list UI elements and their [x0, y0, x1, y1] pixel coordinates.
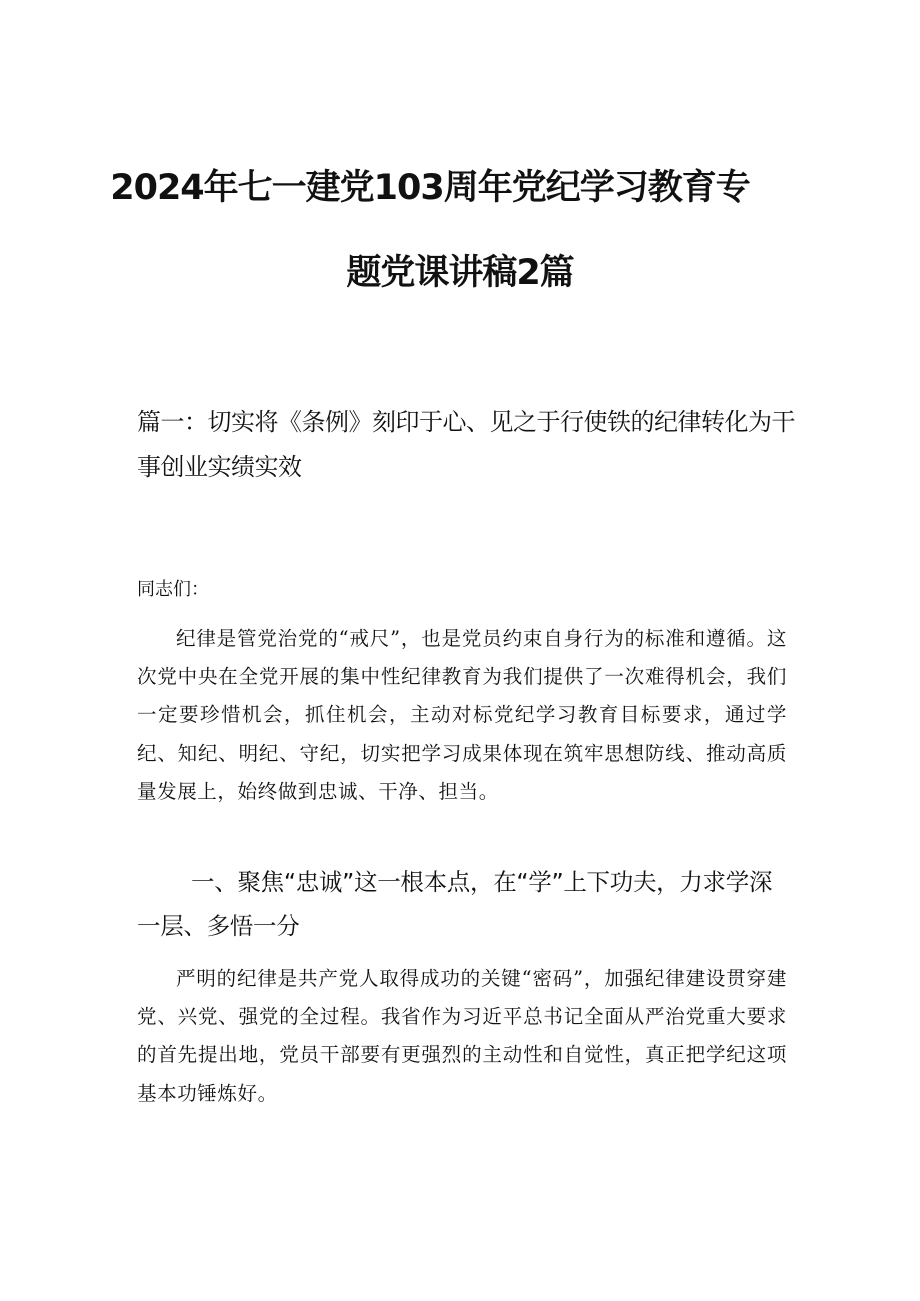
body-paragraph-1: 纪律是管党治党的“戒尺”，也是党员约束自身行为的标准和遵循。这次党中央在全党开展的集中性纪律教育为我们提供了一次难得机会，我们一定要珍惜机会，抓住机会，主动对标党纪学习教育目标要求，通过学纪、知纪、明纪、守纪，切实把学习成果体现在筑牢思想防线、推动高质量发展上，始终做到忠诚、干净、担当。 — [137, 627, 787, 803]
body-paragraph-2: 严明的纪律是共产党人取得成功的关键“密码”，加强纪律建设贯穿建党、兴党、强党的全过程。我省作为习近平总书记全面从严治党重大要求的首先提出地，党员干部要有更强烈的主动性和自觉性，真正把学纪这项基本功锤炼好。 — [137, 967, 787, 1105]
salutation: 同志们： — [137, 579, 209, 600]
sub-heading-1: 一、聚焦“忠诚”这一根本点，在“学”上下功夫，力求学深一层、多悟一分 — [137, 868, 773, 940]
document-title-line-2: 题党课讲稿2篇 — [346, 253, 574, 293]
document-title-line-1: 2024年七一建党103周年党纪学习教育专 — [110, 168, 750, 208]
section-heading: 篇一：切实将《条例》刻印于心、见之于行使铁的纪律转化为干事创业实绩实效 — [137, 408, 795, 481]
